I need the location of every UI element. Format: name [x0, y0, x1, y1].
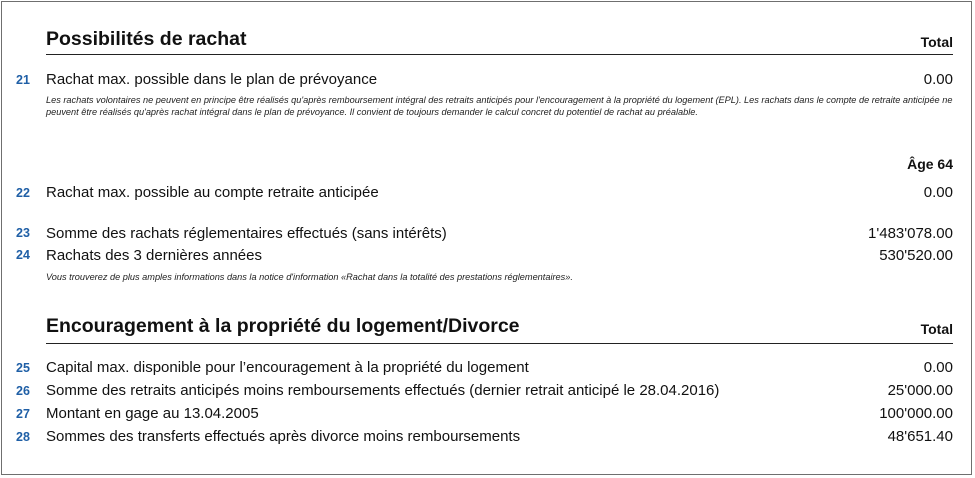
column-header-total: Total [920, 34, 953, 50]
section-title-encouragement: Encouragement à la propriété du logement/Divorce [46, 315, 520, 337]
row-value-23: 1'483'078.00 [868, 225, 953, 242]
row-number-24: 24 [16, 248, 30, 262]
section-divider-2 [46, 343, 953, 344]
row-value-27: 100'000.00 [879, 405, 953, 422]
row-value-25: 0.00 [923, 359, 953, 376]
row-label-26: Somme des retraits anticipés moins remboursements effectués (dernier retrait anticipé le 28.04.2016) [46, 382, 720, 399]
row-number-21: 21 [16, 73, 30, 87]
note-rachats-volontaires: Les rachats volontaires ne peuvent en principe être réalisés qu'après remboursement intégral des retraits anticipés pour l'encouragement à la propriété du logement (EPL). Les rachats dans le compte de retraite anticipée ne peuvent être réalisés qu'après rachat intégral dans le plan de prévoyance. Il convient de toujours demander le calcul concret du potentiel de rachat au préalable. [46, 95, 953, 118]
row-number-26: 26 [16, 384, 30, 398]
row-value-22: 0.00 [923, 184, 953, 201]
row-number-25: 25 [16, 361, 30, 375]
row-label-28: Sommes des transferts effectués après divorce moins remboursements [46, 428, 521, 445]
row-value-21: 0.00 [923, 71, 953, 88]
column-header-age: Âge 64 [907, 156, 953, 172]
row-label-25: Capital max. disponible pour l’encouragement à la propriété du logement [46, 359, 529, 376]
row-label-21: Rachat max. possible dans le plan de prévoyance [46, 71, 378, 88]
row-label-27: Montant en gage au 13.04.2005 [46, 405, 259, 422]
row-number-22: 22 [16, 186, 30, 200]
column-header-total-2: Total [920, 321, 953, 337]
row-label-22: Rachat max. possible au compte retraite anticipée [46, 184, 379, 201]
section-title-rachat: Possibilités de rachat [46, 28, 247, 50]
row-value-28: 48'651.40 [887, 428, 953, 445]
row-number-28: 28 [16, 430, 30, 444]
row-number-27: 27 [16, 407, 30, 421]
row-number-23: 23 [16, 226, 30, 240]
row-label-23: Somme des rachats réglementaires effectués (sans intérêts) [46, 225, 447, 242]
row-label-24: Rachats des 3 dernières années [46, 247, 262, 264]
section-divider [46, 54, 953, 55]
row-value-24: 530'520.00 [879, 247, 953, 264]
row-value-26: 25'000.00 [887, 382, 953, 399]
note-information: Vous trouverez de plus amples informations dans la notice d'information «Rachat dans la totalité des prestations réglementaires». [46, 272, 573, 282]
